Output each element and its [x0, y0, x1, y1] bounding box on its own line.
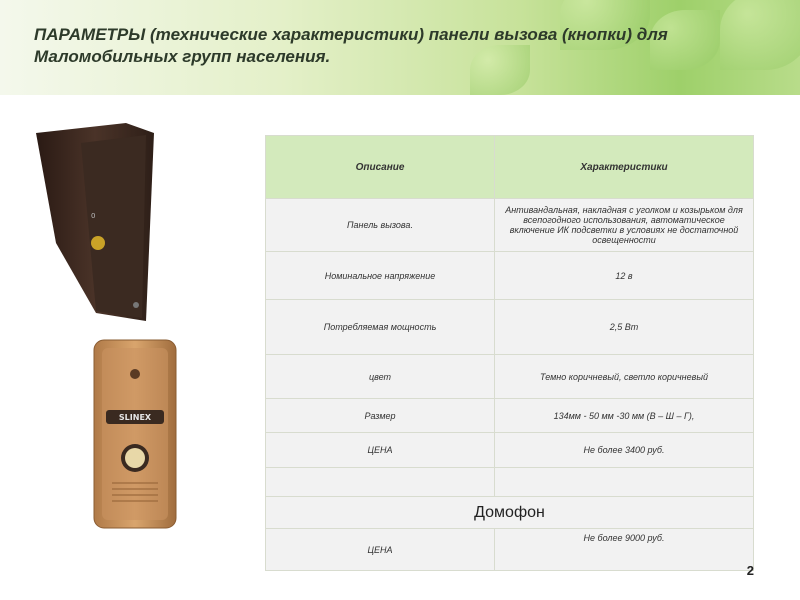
call-panel-bronze-image: [92, 338, 178, 530]
title-lead: ПАРАМЕТРЫ: [34, 25, 146, 44]
header-characteristics: Характеристики: [495, 136, 754, 199]
table-row: Панель вызова. Антивандальная, накладная с уголком и козырьком для всепогодного использования, автоматическое включение ИК подсветки в условиях не достаточной освещенности: [266, 199, 754, 252]
table-row: Размер 134мм - 50 мм -30 мм (В – Ш – Г),: [266, 399, 754, 433]
section-title: Домофон: [266, 497, 754, 529]
top-panel-label: 0: [91, 212, 96, 220]
table-row: Потребляемая мощность 2,5 Вт: [266, 300, 754, 355]
table-row: цвет Темно коричневый, светло коричневый: [266, 355, 754, 399]
spec-table: [265, 135, 754, 571]
header-description: Описание: [266, 136, 495, 199]
section-row: [266, 497, 754, 529]
table-header-row: [266, 136, 754, 199]
page-number: 2: [746, 563, 754, 578]
call-button-icon: [125, 448, 145, 468]
brand-label: SLINEX: [118, 413, 152, 422]
page-title: [34, 24, 774, 68]
call-panel-dark-image: [36, 123, 156, 323]
title-rest: (технические характеристики) панели вызова (кнопки) для Маломобильных групп населения.: [34, 25, 668, 66]
call-button-icon: [91, 236, 105, 250]
table-row: Номинальное напряжение 12 в: [266, 252, 754, 300]
header-banner: [0, 0, 800, 95]
table-row: ЦЕНА Не более 3400 руб.: [266, 433, 754, 468]
table-row: ЦЕНА Не более 9000 руб.: [266, 529, 754, 571]
table-row-empty: [266, 468, 754, 497]
